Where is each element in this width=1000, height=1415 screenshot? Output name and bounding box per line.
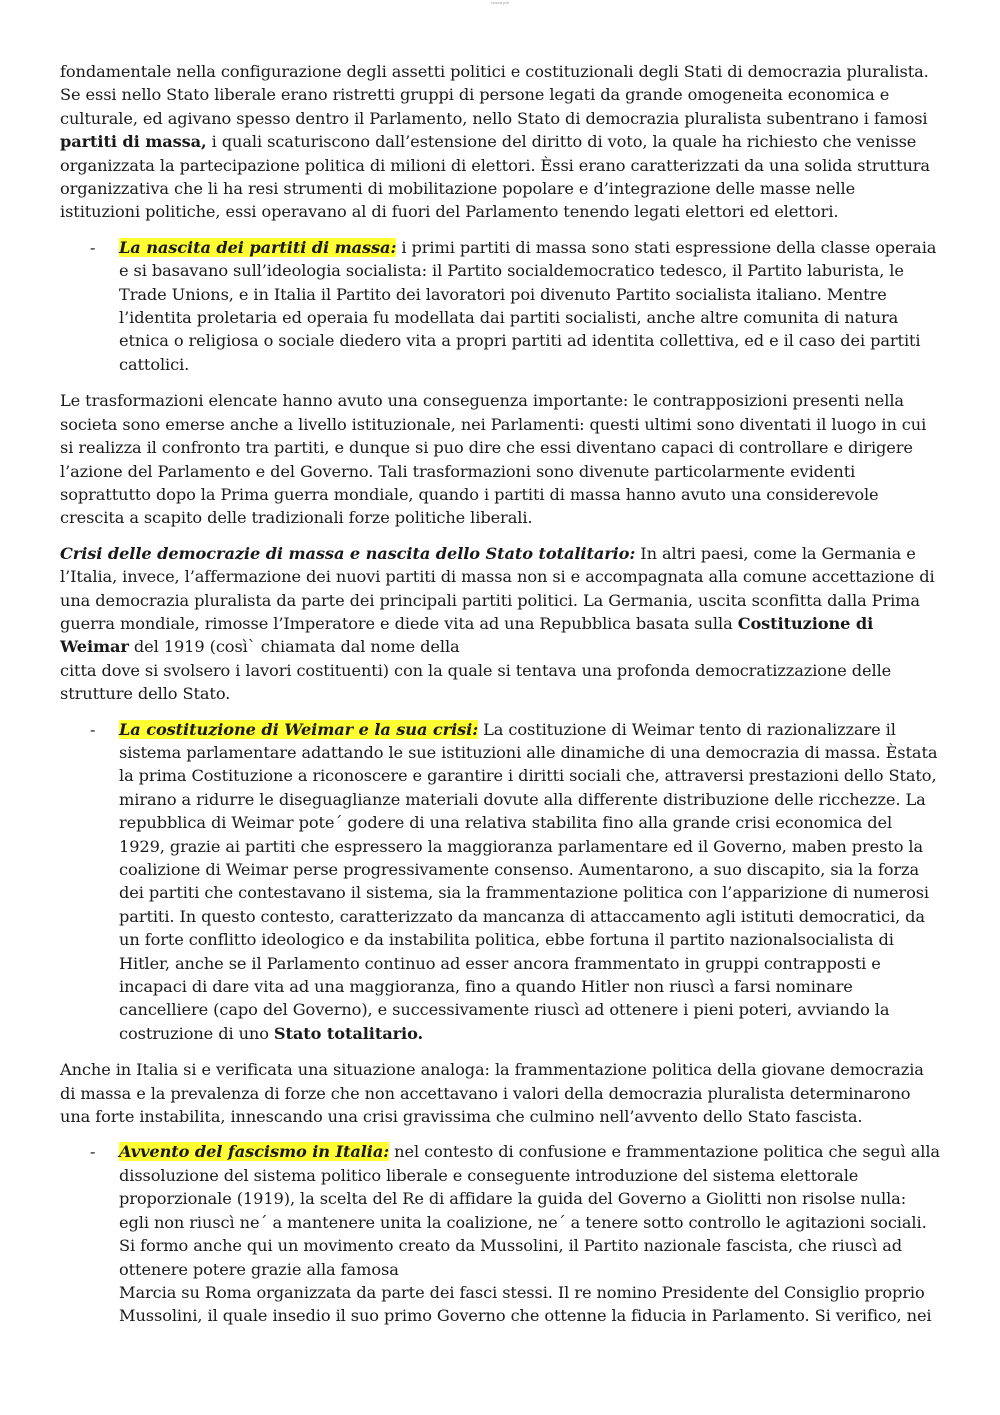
bullet-text: i primi partiti di massa sono stati espressione della classe operaia e si basavano sull’ideologia socialista: il Partito socialdemocratico tedesco, il Partito laburista, le Trade Unions, e in Italia il Partito dei lavoratori poi divenuto Partito socialista italiano. Mentre l’identita proletaria ed operaia fu modellata dai partiti socialisti, anche altre comunita di natura etnica o religiosa o sociale diedero vita a propri partiti ad identita collettiva, ed e il caso dei partiti cattolici.	[119, 237, 937, 374]
highlighted-heading: Avvento del fascismo in Italia:	[119, 1142, 390, 1162]
italia-paragraph: Anche in Italia si e verificata una situazione analoga: la frammentazione politica della giovane democrazia di massa e la prevalenza di forze che non accettavano i valori della democrazia pluralista determinarono una forte instabilita, innescando una crisi gravissima che culmino nell’avvento dello Stato fascista.	[60, 1060, 924, 1127]
crisi-text-a: In altri paesi, come la Germania e l’Italia, invece, l’affermazione dei nuovi partiti di massa non si e accompagnata alla comune accettazione di una democrazia pluralista da parte dei principali partiti politici. La Germania, uscita sconfitta dalla Prima guerra mondiale, rimosse l’Imperatore e diede vita ad una Repubblica basata sulla	[60, 543, 935, 633]
intro-paragraph	[60, 60, 940, 224]
bullet-dash: -	[90, 237, 96, 257]
bullet-text-a: nel contesto di confusione e frammentazione politica che seguì alla dissoluzione del sistema politico liberale e conseguente introduzione del sistema elettorale proporzionale (1919), la scelta del Re di affidare la guida del Governo a Giolitti non risolse nulla: egli non riuscì ne´ a mantenere unita la coalizione, ne´ a tenere sotto controllo le agitazioni sociali. Si formo anche qui un movimento creato da Mussolini, il Partito nazionale fascista, che riuscì ad ottenere potere grazie alla famosa	[119, 1142, 940, 1279]
bullet-fascismo	[60, 1140, 940, 1327]
crisi-heading: Crisi delle democrazie di massa e nascita dello Stato totalitario:	[60, 543, 636, 563]
intro-text-a: fondamentale nella configurazione degli assetti politici e costituzionali degli Stati di democrazia pluralista. Se essi nello Stato liberale erano ristretti gruppi di persone legati da grande omogeneita economica e culturale, ed agivano spesso dentro il Parlamento, nello Stato di democrazia pluralista subentrano i famosi	[60, 62, 929, 128]
intro-bold-term: partiti di massa,	[60, 132, 207, 152]
document-page	[60, 60, 940, 1341]
bullet-text: La costituzione di Weimar tento di razionalizzare il sistema parlamentare adattando le sue istituzioni alle dinamiche di una democrazia di massa. Èstata la prima Costituzione a riconoscere e garantire i diritti sociali che, attraversi prestazioni dello Stato, mirano a ridurre le diseguaglianze materiali dovute alla differente distribuzione delle ricchezze. La repubblica di Weimar pote´ godere di una relativa stabilita fino alla grande crisi economica del 1929, grazie ai partiti che espressero la maggioranza parlamentare ed il Governo, maben presto la coalizione di Weimar perse progressivamente consenso. Aumentarono, a suo discapito, sia la forza dei partiti che contestavano il sistema, sia la frammentazione politica con l’apparizione di numerosi partiti. In questo contesto, caratterizzato da mancanza di attaccamento agli istituti democratici, da un forte conflitto ideologico e da instabilita politica, ebbe fortuna il partito nazionalsocialista di Hitler, anche se il Parlamento continuo ad esser ancora frammentato in gruppi contrapposti e incapaci di dare vita ad una maggioranza, fino a quando Hitler non riuscì a farsi nominare cancelliere (capo del Governo), e successivamente riuscì ad ottenere i pieni poteri, avviando la costruzione di uno	[119, 719, 938, 1043]
crisi-paragraph	[60, 542, 940, 706]
bullet-bold-term: Stato totalitario.	[273, 1023, 424, 1043]
crisi-text-b: del 1919 (così` chiamata dal nome della	[128, 637, 460, 657]
highlighted-heading: La nascita dei partiti di massa:	[119, 237, 397, 257]
intro-text-b: i quali scaturiscono dall’estensione del diritto di voto, la quale ha richiesto che venisse organizzata la partecipazione politica di milioni di elettori. Èssi erano caratterizzati da una solida struttura organizzativa che li ha resi strumenti di mobilitazione popolare e d’integrazione delle masse nelle istituzioni politiche, essi operavano al di fuori del Parlamento tenendo legati elettori ed elettori.	[60, 132, 930, 222]
header-mark: bozza pdf	[491, 0, 509, 5]
trasformazioni-paragraph: Le trasformazioni elencate hanno avuto una conseguenza importante: le contrapposizioni presenti nella societa sono emerse anche a livello istituzionale, nei Parlamenti: questi ultimi sono diventati il luogo in cui si realizza il confronto tra partiti, e dunque si puo dire che essi diventano capaci di controllare e dirigere l’azione del Parlamento e del Governo. Tali trasformazioni sono divenute particolarmente evidenti soprattutto dopo la Prima guerra mondiale, quando i partiti di massa hanno avuto una considerevole crescita a scapito delle tradizionali forze politiche liberali.	[60, 391, 927, 528]
crisi-bold-term: Costituzione di Weimar	[60, 613, 874, 657]
highlighted-heading: La costituzione di Weimar e la sua crisi:	[119, 719, 479, 739]
bullet-dash: -	[90, 719, 96, 739]
bullet-nascita-partiti	[60, 236, 940, 376]
crisi-text-c: citta dove si svolsero i lavori costituenti) con la quale si tentava una profonda democratizzazione delle strutture dello Stato.	[60, 660, 892, 704]
bullet-weimar	[60, 718, 940, 1046]
bullet-text-b: Marcia su Roma organizzata da parte dei fasci stessi. Il re nomino Presidente del Consiglio proprio Mussolini, il quale insedio il suo primo Governo che ottenne la fiducia in Parlamento. Si verifico, nei	[119, 1282, 932, 1326]
bullet-dash: -	[90, 1142, 96, 1162]
